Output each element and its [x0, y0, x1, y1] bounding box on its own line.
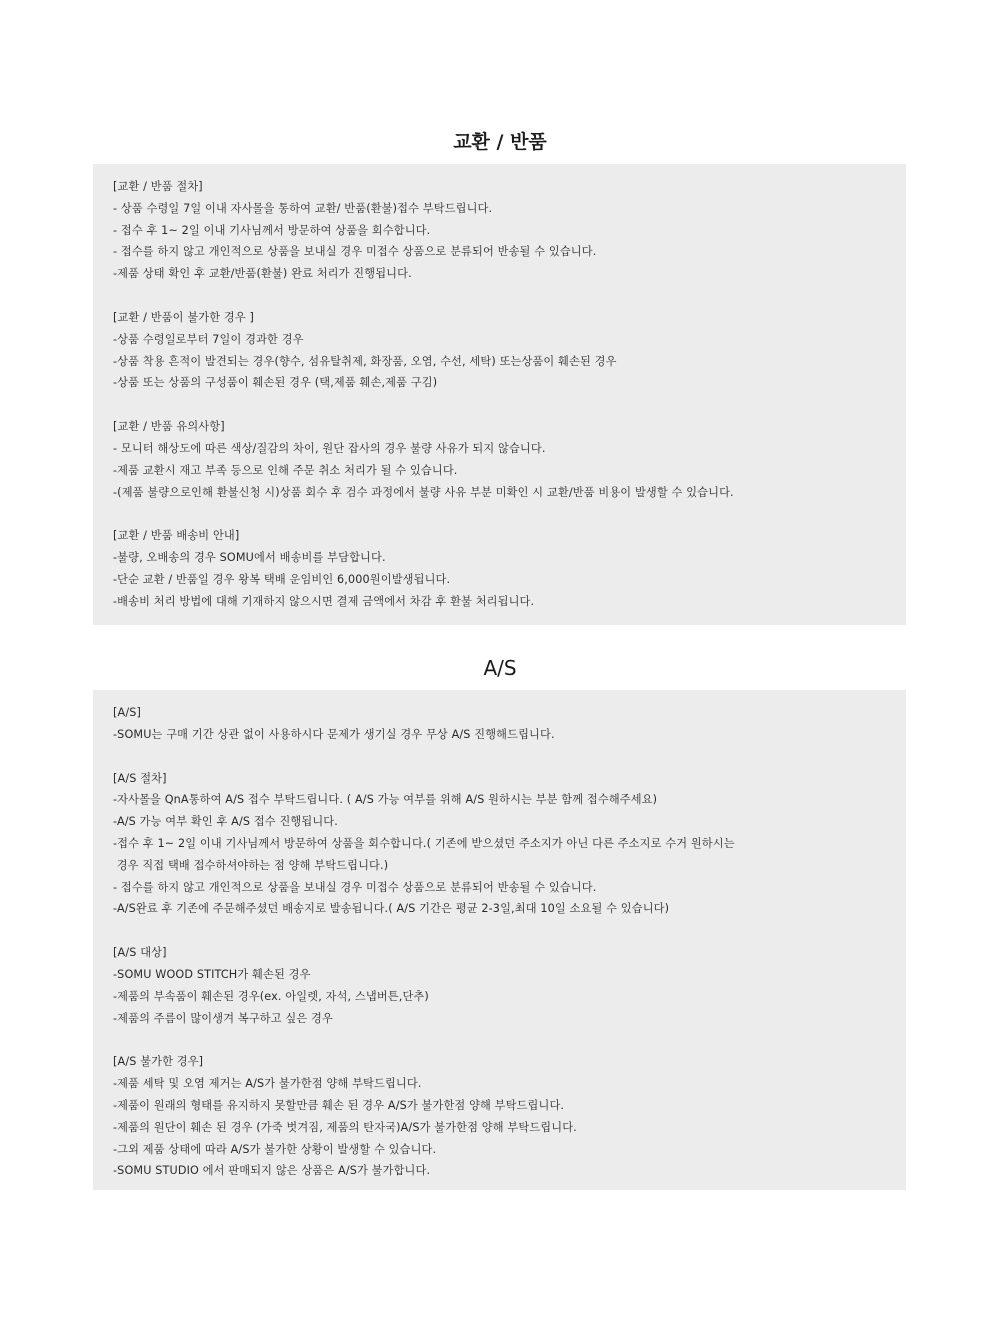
as-block [113, 1051, 886, 1182]
exchange-info-line: - 모니터 해상도에 따른 색상/질감의 차이, 원단 잡사의 경우 불량 사유가 되지 않습니다. [113, 441, 546, 455]
exchange-block-heading: [교환 / 반품이 불가한 경우 ] [113, 310, 255, 324]
as-info-line: -제품의 부속품이 훼손된 경우(ex. 아일렛, 자석, 스냅버튼,단추) [113, 989, 429, 1003]
exchange-section-title: 교환 / 반품 [453, 131, 547, 153]
as-info-line: -SOMU는 구매 기간 상관 없이 사용하시다 문제가 생기실 경우 무상 A/S 진행해드립니다. [113, 727, 555, 741]
as-block-heading: [A/S 불가한 경우] [113, 1055, 204, 1069]
as-info-line: -그외 제품 상태에 따라 A/S가 불가한 상황이 발생할 수 있습니다. [113, 1142, 437, 1156]
as-info-line: -A/S 가능 여부 확인 후 A/S 접수 진행됩니다. [113, 815, 338, 829]
as-info-panel [93, 690, 906, 1190]
exchange-block [113, 307, 886, 394]
exchange-block-heading: [교환 / 반품 배송비 안내] [113, 529, 240, 543]
as-block-heading: [A/S 대상] [113, 946, 167, 960]
as-block [113, 702, 886, 746]
as-info-line: - 접수를 하지 않고 개인적으로 상품을 보내실 경우 미접수 상품으로 분류되어 반송될 수 있습니다. [113, 880, 597, 894]
exchange-info-line: - 접수를 하지 않고 개인적으로 상품을 보내실 경우 미접수 상품으로 분류되어 반송될 수 있습니다. [113, 245, 597, 259]
as-block [113, 768, 886, 921]
as-block [113, 942, 886, 1029]
exchange-block [113, 416, 886, 503]
as-info-line: -제품이 원래의 형태를 유지하지 못할만큼 훼손 된 경우 A/S가 불가한점 양해 부탁드립니다. [113, 1098, 565, 1112]
exchange-block-heading: [교환 / 반품 유의사항] [113, 420, 225, 434]
exchange-info-line: -상품 수령일로부터 7일이 경과한 경우 [113, 332, 304, 346]
as-info-line: -A/S완료 후 기존에 주문해주셨던 배송지로 발송됩니다.( A/S 기간은 평균 2-3일,최대 10일 소요될 수 있습니다) [113, 902, 670, 916]
as-info-line: -자사몰을 QnA통하여 A/S 접수 부탁드립니다. ( A/S 가능 여부를 위해 A/S 원하시는 부분 함께 접수해주세요) [113, 793, 658, 807]
exchange-info-panel [93, 164, 906, 625]
as-info-line: 경우 직접 택배 접수하셔야하는 점 양해 부탁드립니다.) [113, 858, 389, 872]
as-block-heading: [A/S] [113, 706, 142, 719]
exchange-info-line: -배송비 처리 방법에 대해 기재하지 않으시면 결제 금액에서 차감 후 환불 처리됩니다. [113, 594, 535, 608]
as-info-line: -SOMU STUDIO 에서 판매되지 않은 상품은 A/S가 불가합니다. [113, 1164, 431, 1178]
exchange-info-line: -불량, 오배송의 경우 SOMU에서 배송비를 부담합니다. [113, 551, 386, 565]
as-info-line: -제품의 원단이 훼손 된 경우 (가죽 벗겨짐, 제품의 탄자국)A/S가 불가한점 양해 부탁드립니다. [113, 1120, 577, 1134]
as-info-line: -SOMU WOOD STITCH가 훼손된 경우 [113, 967, 311, 981]
exchange-block-heading: [교환 / 반품 절차] [113, 180, 203, 193]
exchange-info-line: -제품 상태 확인 후 교환/반품(환불) 완료 처리가 진행됩니다. [113, 267, 412, 281]
as-block-heading: [A/S 절차] [113, 771, 167, 785]
exchange-block [113, 176, 886, 285]
as-section-title: A/S [483, 656, 517, 680]
exchange-info-line: -단순 교환 / 반품일 경우 왕복 택배 운임비인 6,000원이발생됩니다. [113, 572, 451, 586]
exchange-block [113, 525, 886, 612]
exchange-info-line: -제품 교환시 재고 부족 등으로 인해 주문 취소 처리가 될 수 있습니다. [113, 463, 458, 477]
as-info-line: -제품의 주름이 많이생겨 복구하고 싶은 경우 [113, 1011, 333, 1025]
as-info-line: -제품 세탁 및 오염 제거는 A/S가 불가한점 양해 부탁드립니다. [113, 1077, 422, 1091]
exchange-info-line: - 상품 수령일 7일 이내 자사몰을 통하여 교환/ 반품(환불)접수 부탁드립니다. [113, 201, 493, 215]
exchange-info-line: -상품 또는 상품의 구성품이 훼손된 경우 (택,제품 훼손,제품 구김) [113, 376, 438, 390]
exchange-info-line: - 접수 후 1~ 2일 이내 기사님께서 방문하여 상품을 회수합니다. [113, 223, 431, 237]
as-info-line: -접수 후 1~ 2일 이내 기사님께서 방문하여 상품을 회수합니다.( 기존에 받으셨던 주소지가 아닌 다른 주소지로 수거 원하시는 [113, 836, 735, 850]
exchange-info-line: -상품 착용 흔적이 발견되는 경우(향수, 섬유탈취제, 화장품, 오염, 수선, 세탁) 또는상품이 훼손된 경우 [113, 354, 617, 368]
exchange-info-line: -(제품 불량으로인해 환불신청 시)상품 회수 후 검수 과정에서 불량 사유 부분 미확인 시 교환/반품 비용이 발생할 수 있습니다. [113, 485, 734, 499]
